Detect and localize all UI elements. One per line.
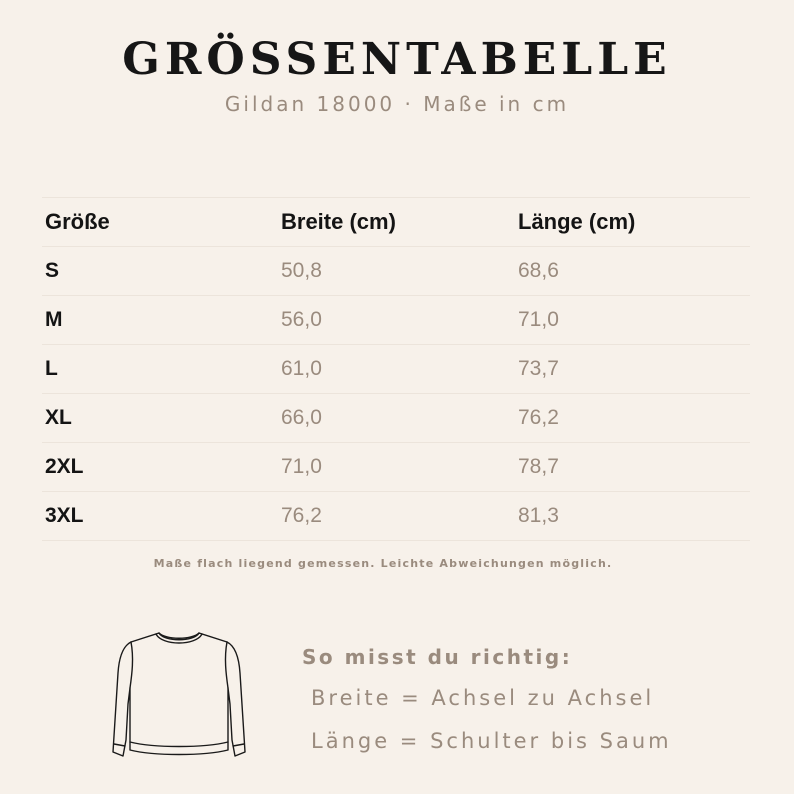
howto-width-line: Breite = Achsel zu Achsel bbox=[311, 686, 655, 710]
table-row bbox=[42, 247, 750, 296]
size-table bbox=[42, 197, 750, 541]
length-cell: 71,0 bbox=[515, 296, 750, 345]
length-cell: 76,2 bbox=[515, 394, 750, 443]
table-row bbox=[42, 443, 750, 492]
width-cell: 61,0 bbox=[278, 345, 515, 394]
size-cell: XL bbox=[42, 394, 278, 443]
table-row bbox=[42, 492, 750, 541]
measurement-note: Maße flach liegend gemessen. Leichte Abweichungen möglich. bbox=[153, 557, 613, 570]
length-cell: 73,7 bbox=[515, 345, 750, 394]
table-row bbox=[42, 394, 750, 443]
size-cell: 2XL bbox=[42, 443, 278, 492]
width-cell: 71,0 bbox=[278, 443, 515, 492]
size-cell: L bbox=[42, 345, 278, 394]
howto-heading: So misst du richtig: bbox=[302, 645, 573, 669]
column-header-length: Länge (cm) bbox=[515, 198, 750, 247]
sweatshirt-icon bbox=[104, 628, 254, 766]
table-row bbox=[42, 345, 750, 394]
howto-length-line: Länge = Schulter bis Saum bbox=[311, 729, 672, 753]
column-header-width: Breite (cm) bbox=[278, 198, 515, 247]
width-cell: 50,8 bbox=[278, 247, 515, 296]
size-cell: S bbox=[42, 247, 278, 296]
column-header-size: Größe bbox=[42, 198, 278, 247]
length-cell: 81,3 bbox=[515, 492, 750, 541]
size-cell: M bbox=[42, 296, 278, 345]
page-title: GRÖSSENTABELLE bbox=[122, 34, 672, 85]
length-cell: 68,6 bbox=[515, 247, 750, 296]
width-cell: 56,0 bbox=[278, 296, 515, 345]
width-cell: 76,2 bbox=[278, 492, 515, 541]
width-cell: 66,0 bbox=[278, 394, 515, 443]
table-row bbox=[42, 296, 750, 345]
length-cell: 78,7 bbox=[515, 443, 750, 492]
page-subtitle: Gildan 18000 · Maße in cm bbox=[224, 92, 570, 116]
size-cell: 3XL bbox=[42, 492, 278, 541]
table-header-row bbox=[42, 198, 750, 247]
